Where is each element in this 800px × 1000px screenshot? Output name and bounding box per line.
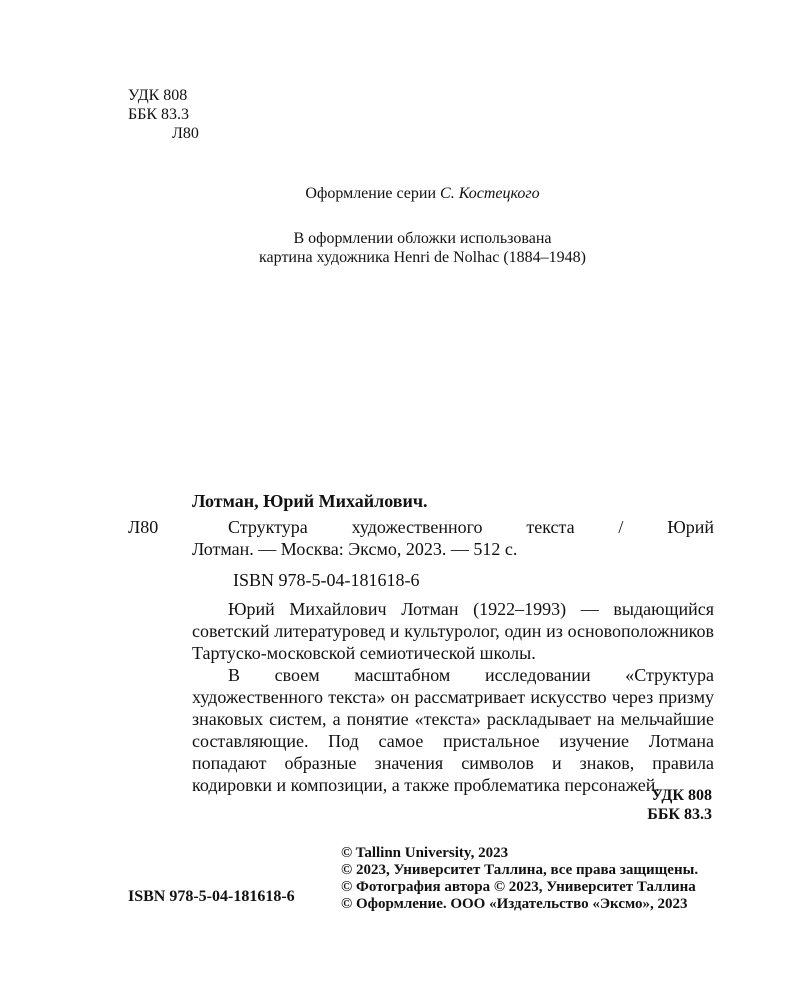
bbk-code: ББК 83.3 [128, 106, 190, 123]
catalog-bibliographic-entry [192, 516, 714, 560]
catalog-author-heading: Лотман, Юрий Михайлович. [192, 491, 428, 511]
bibliographic-line2: Лотман. — Москва: Эксмо, 2023. — 512 с. [192, 539, 518, 559]
copyright-line: © Фотография автора © 2023, Университет Таллина [341, 879, 696, 895]
catalog-bbk: ББК 83.3 [647, 806, 712, 823]
author-mark: Л80 [172, 125, 199, 142]
catalog-isbn: ISBN 978-5-04-181618-6 [233, 570, 420, 590]
catalog-annotation [192, 598, 714, 796]
catalog-author-mark: Л80 [128, 517, 159, 537]
cover-note [0, 229, 800, 267]
udk-code: УДК 808 [128, 87, 188, 104]
annotation-paragraph-2: В своем масштабном исследовании «Структура художественного текста» он рассматривает искусство через призму знаковых систем, а понятие «текста» раскладывает на мельчайшие составляющие. Под самое пристальное изучение Лотмана попадают образные значения символов и знаков, правила кодировки и композиции, а также проблематика персонажей. [192, 665, 714, 795]
copyright-line: © 2023, Университет Таллина, все права защищены. [341, 862, 699, 878]
bibliographic-line1: Структура художественного текста / Юрий [228, 517, 714, 537]
footer-isbn: ISBN 978-5-04-181618-6 [128, 888, 295, 905]
series-designer-name: С. Костецкого [440, 185, 540, 202]
cover-note-line2: картина художника Henri de Nolhac (1884–1948) [259, 249, 586, 266]
cover-note-line1: В оформлении обложки использована [293, 230, 552, 247]
series-design-prefix: Оформление серии [305, 185, 437, 202]
catalog-udk: УДК 808 [651, 787, 712, 804]
copyright-line: © Tallinn University, 2023 [341, 845, 509, 861]
annotation-paragraph-1: Юрий Михайлович Лотман (1922–1993) — выдающийся советский литературовед и культуролог, один из основоположников Тартуско-московской семиотической школы. [192, 599, 714, 663]
series-design-credit [0, 184, 800, 203]
copyright-block [341, 845, 698, 913]
catalog-index-codes [560, 786, 712, 824]
classification-block [128, 86, 199, 143]
copyright-line: © Оформление. ООО «Издательство «Эксмо», 2023 [341, 896, 688, 912]
